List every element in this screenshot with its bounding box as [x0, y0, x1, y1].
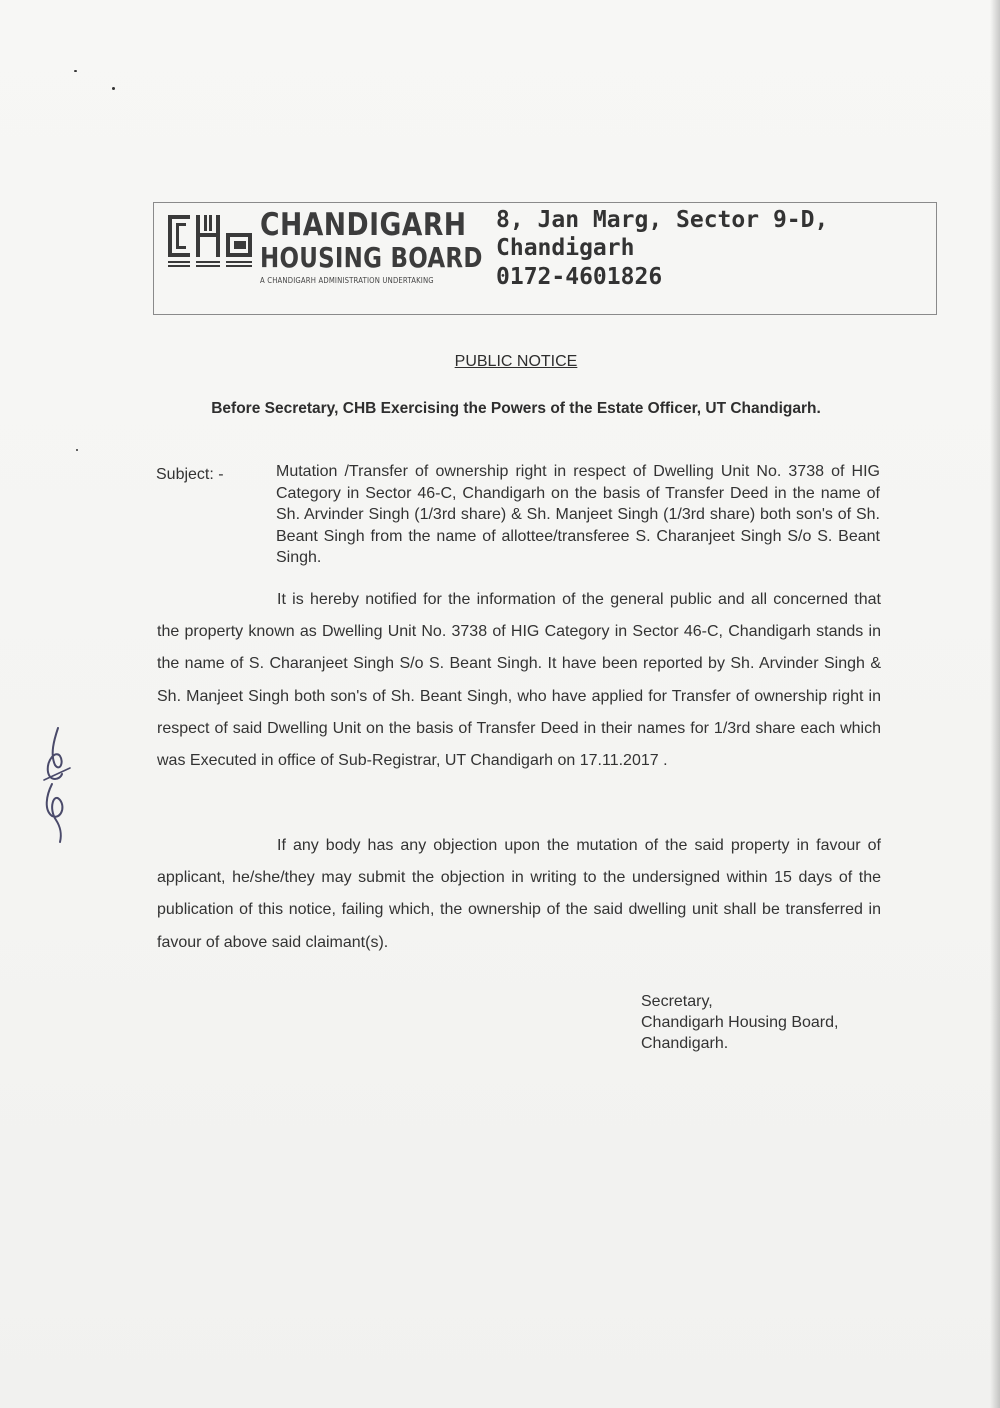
handwritten-initials-icon — [30, 720, 80, 845]
scan-speck — [112, 87, 115, 90]
org-name-line-1: CHANDIGARH — [260, 207, 467, 243]
subject-label: Subject: - — [156, 466, 224, 483]
phone-number: 0172-4601826 — [496, 264, 663, 290]
scan-edge-shadow — [990, 0, 1000, 1408]
org-tagline: A CHANDIGARH ADMINISTRATION UNDERTAKING — [260, 276, 434, 285]
org-name-line-2: HOUSING BOARD — [260, 241, 483, 274]
letterhead — [153, 202, 937, 315]
address-line-2: Chandigarh — [496, 235, 635, 261]
scan-speck — [76, 449, 78, 451]
signatory-title: Secretary, — [641, 993, 713, 1010]
chb-logo-icon — [166, 211, 254, 271]
scan-speck — [74, 70, 77, 72]
subject-text: Mutation /Transfer of ownership right in respect of Dwelling Unit No. 3738 of HIG Category in Sector 46-C, Chandigarh on the basis of Transfer Deed in the name of Sh. Arvinder Singh (1/3rd share) & Sh. Manjeet Singh (1/3rd share) both son's of Sh. Beant Singh from the name of allottee/transferee S. Charanjeet Singh S/o S. Beant Singh. — [276, 463, 880, 566]
signatory-org: Chandigarh Housing Board, — [641, 1014, 839, 1031]
signatory-place: Chandigarh. — [641, 1035, 729, 1052]
address-line-1: 8, Jan Marg, Sector 9-D, — [496, 207, 829, 233]
notice-paragraph-1: It is hereby notified for the information of the general public and all concerned that the property known as Dwelling Unit No. 3738 of HIG Category in Sector 46-C, Chandigarh stands in the name of S. Charanjeet Singh S/o S. Beant Singh. It have been reported by Sh. Arvinder Singh & Sh. Manjeet Singh both son's of Sh. Beant Singh, who have applied for Transfer of ownership right in respect of said Dwelling Unit on the basis of Transfer Deed in their names for 1/3rd share each which was Executed in office of Sub-Registrar, UT Chandigarh on 17.11.2017 . — [157, 591, 881, 770]
notice-paragraph-2: If any body has any objection upon the mutation of the said property in favour of applicant, he/she/they may submit the objection in writing to the undersigned within 15 days of the publication of this notice, failing which, the ownership of the said dwelling unit shall be transferred in favour of above said claimant(s). — [157, 837, 881, 951]
notice-title: PUBLIC NOTICE — [454, 353, 578, 370]
notice-authority: Before Secretary, CHB Exercising the Powers of the Estate Officer, UT Chandigarh. — [211, 400, 821, 417]
